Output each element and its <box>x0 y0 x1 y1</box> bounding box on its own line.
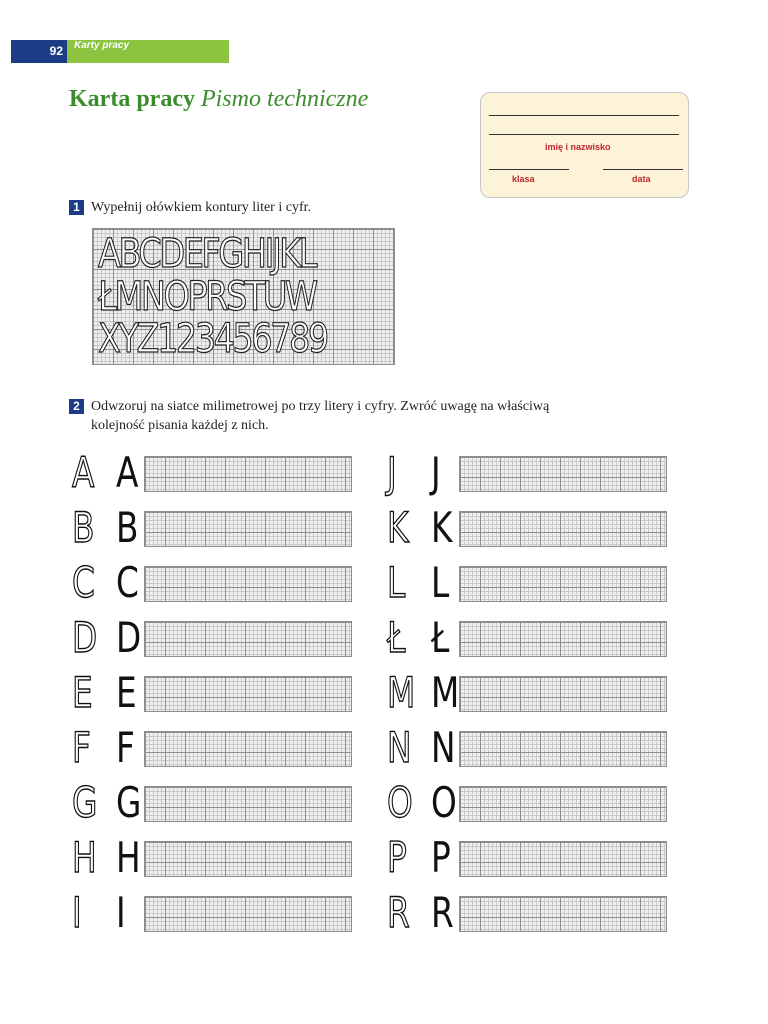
practice-grid[interactable] <box>144 511 352 547</box>
practice-row-N <box>387 723 667 777</box>
model-letter: M <box>431 668 460 717</box>
model-letter: A <box>116 448 139 497</box>
class-line[interactable] <box>489 169 569 170</box>
model-letter: Ł <box>431 613 450 662</box>
model-letter: F <box>116 723 135 772</box>
practice-grid[interactable] <box>459 841 667 877</box>
model-letter: G <box>116 778 142 827</box>
practice-row-C <box>72 558 352 612</box>
name-box <box>480 92 689 198</box>
practice-row-B <box>72 503 352 557</box>
practice-row-G <box>72 778 352 832</box>
practice-row-K <box>387 503 667 557</box>
stroke-order-letter: C <box>72 558 95 607</box>
task-1-text: Wypełnij ołówkiem kontury liter i cyfr. <box>91 200 312 215</box>
model-letter: E <box>116 668 137 717</box>
stroke-order-letter: M <box>387 668 416 717</box>
practice-grid[interactable] <box>459 676 667 712</box>
practice-row-L-stroke <box>387 613 667 667</box>
model-letter: C <box>116 558 139 607</box>
stroke-order-letter: O <box>387 778 413 827</box>
stroke-order-letter: E <box>72 668 93 717</box>
title-prefix: Karta pracy <box>69 86 195 112</box>
model-letter: L <box>431 558 450 607</box>
practice-grid[interactable] <box>459 896 667 932</box>
practice-grid[interactable] <box>459 566 667 602</box>
title-italic: Pismo techniczne <box>200 86 369 112</box>
practice-row-L <box>387 558 667 612</box>
stroke-order-letter: J <box>387 448 397 497</box>
model-letter: N <box>431 723 456 772</box>
practice-grid[interactable] <box>459 731 667 767</box>
practice-grid[interactable] <box>144 786 352 822</box>
outline-letters-panel <box>92 228 395 365</box>
practice-grid[interactable] <box>459 511 667 547</box>
name-line-1[interactable] <box>489 115 679 116</box>
practice-row-A <box>72 448 352 502</box>
practice-grid[interactable] <box>144 456 352 492</box>
practice-row-I <box>72 888 352 942</box>
stroke-order-letter: D <box>72 613 98 662</box>
model-letter: O <box>431 778 457 827</box>
model-letter: D <box>116 613 142 662</box>
model-letter: K <box>431 503 453 552</box>
stroke-order-letter: Ł <box>387 613 406 662</box>
name-label: imię i nazwisko <box>545 142 611 152</box>
class-label: klasa <box>512 174 535 184</box>
stroke-order-letter: R <box>387 888 410 937</box>
practice-grid[interactable] <box>144 731 352 767</box>
practice-grid[interactable] <box>144 676 352 712</box>
model-letter: P <box>431 833 451 882</box>
stroke-order-letter: I <box>72 888 82 937</box>
task-2-text-line-1: Odwzoruj na siatce milimetrowej po trzy litery i cyfry. Zwróć uwagę na właściwą <box>91 399 550 414</box>
practice-grid[interactable] <box>144 621 352 657</box>
practice-grid[interactable] <box>144 841 352 877</box>
task-1-number: 1 <box>69 200 84 215</box>
practice-row-M <box>387 668 667 722</box>
practice-grid[interactable] <box>459 621 667 657</box>
practice-row-J <box>387 448 667 502</box>
name-line-2[interactable] <box>489 134 679 135</box>
stroke-order-letter: F <box>72 723 91 772</box>
date-line[interactable] <box>603 169 683 170</box>
model-letter: R <box>431 888 454 937</box>
task-2-number: 2 <box>69 399 84 414</box>
practice-row-E <box>72 668 352 722</box>
practice-grid[interactable] <box>459 786 667 822</box>
stroke-order-letter: N <box>387 723 412 772</box>
stroke-order-letter: A <box>72 448 95 497</box>
page-title <box>69 86 368 113</box>
model-letter: I <box>116 888 126 937</box>
date-label: data <box>632 174 651 184</box>
practice-row-H <box>72 833 352 887</box>
outline-row-1: ABCDEFGHIJKL <box>98 231 315 277</box>
stroke-order-letter: G <box>72 778 98 827</box>
page-number: 92 <box>11 40 67 63</box>
stroke-order-letter: B <box>72 503 95 552</box>
practice-grid[interactable] <box>144 566 352 602</box>
section-label: Karty pracy <box>74 40 130 51</box>
model-letter: B <box>116 503 139 552</box>
practice-grid[interactable] <box>459 456 667 492</box>
practice-row-F <box>72 723 352 777</box>
model-letter: H <box>116 833 141 882</box>
model-letter: J <box>431 448 441 497</box>
practice-row-R <box>387 888 667 942</box>
stroke-order-letter: P <box>387 833 407 882</box>
practice-grid[interactable] <box>144 896 352 932</box>
outline-row-2: ŁMNOPRSTUW <box>98 274 316 320</box>
stroke-order-letter: H <box>72 833 97 882</box>
practice-row-D <box>72 613 352 667</box>
outline-row-3: XYZ123456789 <box>98 316 327 362</box>
stroke-order-letter: L <box>387 558 406 607</box>
task-2-text-line-2: kolejność pisania każdej z nich. <box>91 418 269 433</box>
stroke-order-letter: K <box>387 503 409 552</box>
practice-row-O <box>387 778 667 832</box>
practice-row-P <box>387 833 667 887</box>
